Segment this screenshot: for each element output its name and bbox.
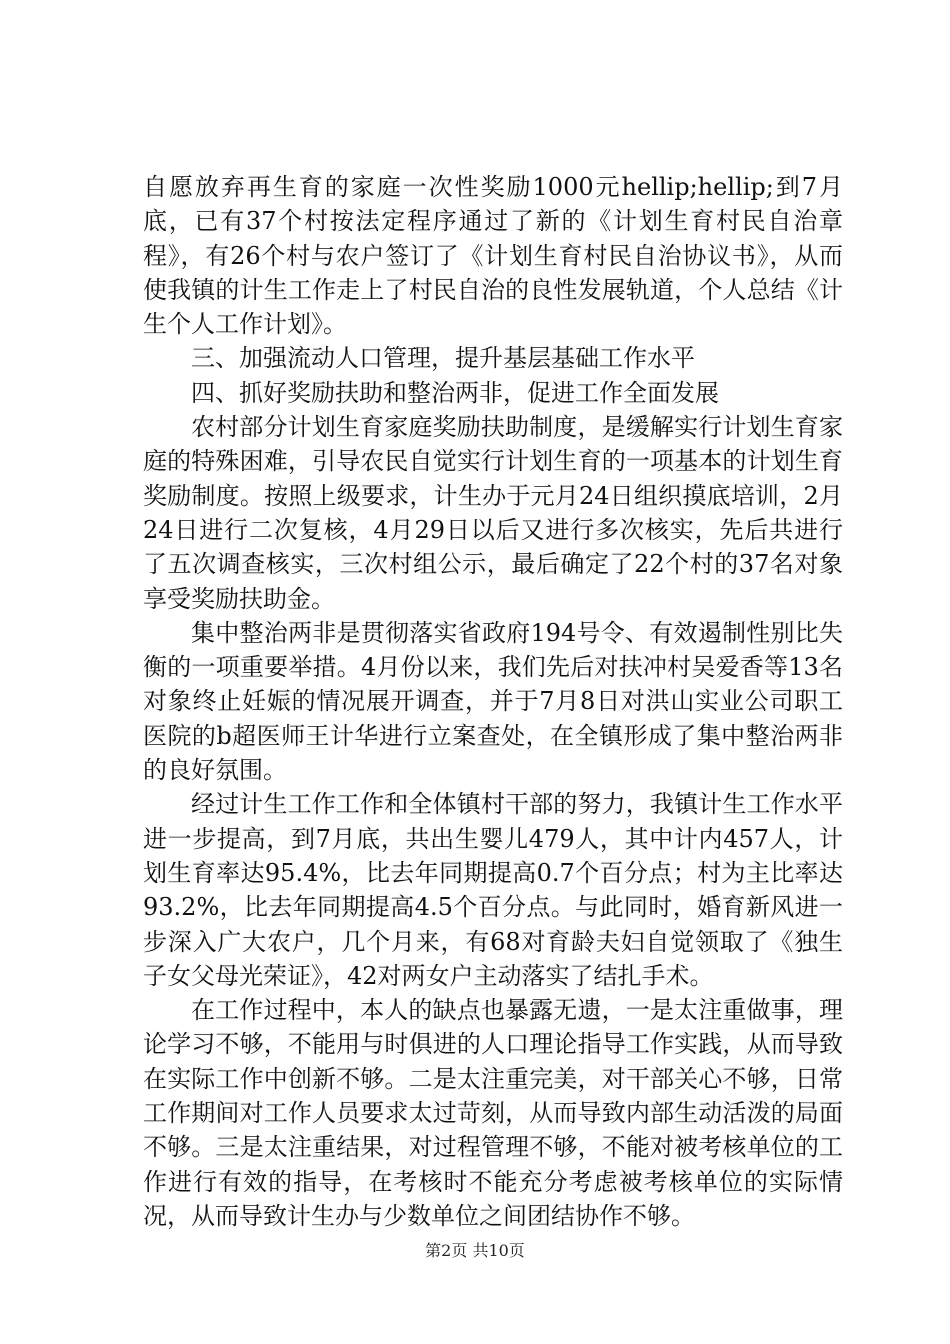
heading-section-3: 三、加强流动人口管理，提升基层基础工作水平 — [191, 344, 695, 373]
page-number: 第2页 共10页 — [425, 1241, 525, 1260]
paragraph-shortcomings: 在工作过程中，本人的缺点也暴露无遗，一是太注重做事，理论学习不够，不能用与时俱进的人口理论指导工作实践，从而导致在实际工作中创新不够。二是太注重完美，对干部关心不够，日常工作期间对工作人员要求太过苛刻，从而导致内部生动活泼的局面不够。三是太注重结果，对过程管理不够，不能对被考核单位的工作进行有效的指导，在考核时不能充分考虑被考核单位的实际情况，从而导致计生办与少数单位之间团结协作不够。 — [143, 996, 843, 1230]
paragraph-1: 自愿放弃再生育的家庭一次性奖励1000元hellip;hellip;到7月底，已有37个村按法定程序通过了新的《计划生育村民自治章程》，有26个村与农户签订了《计划生育村民自治协议书》，从而使我镇的计生工作走上了村民自治的良性发展轨道，个人总结《计生个人工作计划》。 — [143, 173, 843, 339]
paragraph-two-nons: 集中整治两非是贯彻落实省政府194号令、有效遏制性别比失衡的一项重要举措。4月份以来，我们先后对扶冲村吴爱香等13名对象终止妊娠的情况展开调查，并于7月8日对洪山实业公司职工医院的b超医师王计华进行立案查处，在全镇形成了集中整治两非的良好氛围。 — [143, 618, 843, 785]
paragraph-reward-system: 农村部分计划生育家庭奖励扶助制度，是缓解实行计划生育家庭的特殊困难，引导农民自觉实行计划生育的一项基本的计划生育奖励制度。按照上级要求，计生办于元月24日组织摸底培训，2月24日进行二次复核，4月29日以后又进行多次核实，先后共进行了五次调查核实，三次村组公示，最后确定了22个村的37名对象享受奖励扶助金。 — [143, 413, 843, 613]
document-body — [143, 170, 843, 1233]
heading-section-4: 四、抓好奖励扶助和整治两非，促进工作全面发展 — [191, 378, 719, 407]
paragraph-results: 经过计生工作工作和全体镇村干部的努力，我镇计生工作水平进一步提高，到7月底，共出生婴儿479人，其中计内457人，计划生育率达95.4%，比去年同期提高0.7个百分点；村为主比率达93.2%，比去年同期提高4.5个百分点。与此同时，婚育新风进一步深入广大农户，几个月来，有68对育龄夫妇自觉领取了《独生子女父母光荣证》，42对两女户主动落实了结扎手术。 — [143, 790, 843, 990]
page-footer — [0, 1241, 950, 1261]
